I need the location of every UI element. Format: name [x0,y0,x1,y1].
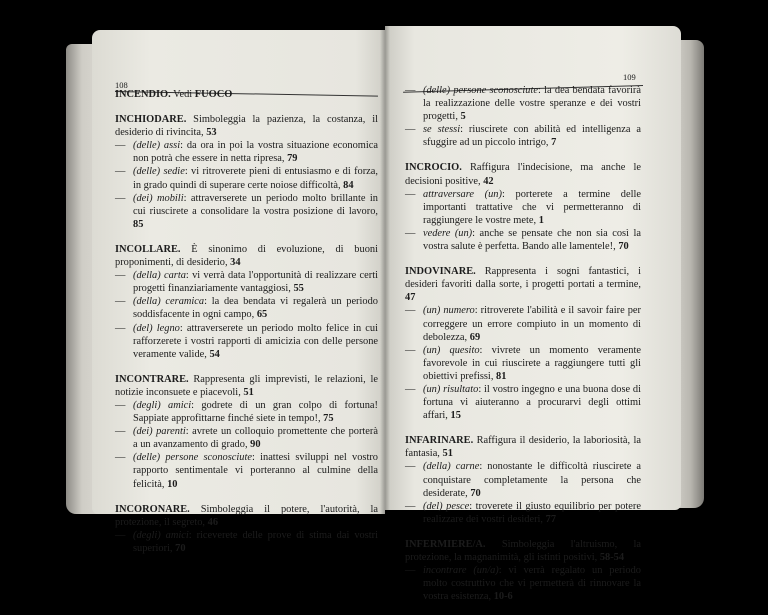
sub-entry-keyword: (un) risultato [423,383,479,395]
entry-definition: Vedi [173,89,193,100]
sub-entry-keyword: (degli) amici [133,399,192,411]
sub-entry [405,500,641,526]
entry-head [115,503,378,529]
sub-entry-number: 7 [551,137,557,149]
sub-entry-text: : anche se pensate che non sia così la vostra salute è perfetta. Bando alle lamentele!, [423,227,641,253]
sub-entry [405,84,641,123]
sub-entry-text: : godrete di un gran colpo di fortuna! Sappiate approfittarne finché siete in tempo!, [133,399,378,425]
sub-entry-text: : il vostro ingegno e una buona dose di fortuna vi aiuteranno a procurarvi degli ottimi affari, [423,383,641,422]
entry-headword: INCONTRARE. [115,373,189,385]
entry-headword: INDOVINARE. [405,266,476,278]
sub-entry-text: : la dea bendata vi regalerà un periodo soddisfacente in ogni campo, [133,296,378,321]
sub-entry-list [115,269,378,361]
dictionary-entry [115,88,378,101]
sub-entry-keyword: incontrare (un/a) [423,565,499,577]
sub-entry-keyword: (delle) sedie [133,166,185,178]
entry-headword: INCENDIO. [115,89,171,100]
sub-entry-number: 65 [256,309,268,321]
entry-definition: Raffigura il desiderio, la laboriosità, la fantasia, [405,435,641,460]
entry-number: 46 [207,516,219,528]
dictionary-entry [405,538,641,603]
sub-entry-number: 79 [287,153,298,165]
sub-entry [115,269,378,295]
sub-entry-keyword: (delle) assi [133,140,181,152]
sub-entry-keyword: (della) ceramica [133,296,205,308]
sub-entry [115,192,378,231]
sub-entry-number: 54 [209,348,220,360]
sub-entry-list [405,84,641,149]
sub-entry-list [405,564,641,603]
entry-number: 53 [206,127,217,139]
entry-headword: INFERMIERE/A. [405,538,486,550]
sub-entry-list [115,139,378,231]
sub-entry-text: : da ora in poi la vostra situazione economica non potrà che essere in netta ripresa, [133,140,378,165]
sub-entry-text: : riceverete delle prove di stima dai vostri superiori, [133,529,378,554]
sub-entry-keyword: (un) quesito [423,344,480,356]
sub-entry-text: : attraverserete un periodo molto brillante in cui riuscirete a consolidare la vostra posizione di lavoro, [133,192,378,217]
dictionary-entry [405,161,641,253]
entry-number: 58-54 [599,552,625,563]
sub-entry-number: 70 [618,241,629,253]
sub-entry-text: : vivrete un momento veramente favorevole in cui riuscirete a raggiungere tutti gli obiettivi prefissi, [423,344,641,382]
sub-entry-list [115,529,378,555]
entry-head [115,373,378,399]
entry-definition: Rappresenta gli imprevisti, le relazioni, le notizie inconsuete e piacevoli, [115,373,378,398]
page-number: 108 [115,80,128,90]
entry-number: 51 [243,386,254,398]
entry-number: 51 [442,448,453,460]
sub-entry-number: 70 [470,487,481,499]
entry-number: 42 [483,175,494,187]
sub-entry-keyword: se stessi [423,124,461,136]
dictionary-entry [405,265,641,422]
sub-entry-text: : avrete un colloquio promettente che porterà a un avanzamento di grado, [133,426,378,451]
sub-entry [405,460,641,499]
sub-entry [115,399,378,425]
sub-entry-list [115,399,378,491]
entry-head [405,434,641,460]
entry-definition: Simboleggia l'altruismo, la protezione, la magnanimità, gli istinti positivi, [405,538,641,563]
sub-entry-text: : porterete a termine delle importanti trattative che vi permetteranno di raggiungere le vostre mete, [423,188,641,226]
sub-entry-list [405,304,641,422]
sub-entry-text: : ritroverete l'abilità e il savoir faire per correggere un errore compiuto in un momento di debolezza, [423,305,641,343]
entry-headword: INCOLLARE. [115,243,181,255]
sub-entry-number: 75 [323,413,334,425]
sub-entry [115,322,378,361]
sub-entry-keyword: (delle) persone sconosciute [423,85,538,96]
dictionary-entry [115,113,378,231]
entry-head [115,243,378,269]
sub-entry-keyword: (dei) parenti [133,426,186,438]
sub-entry-number: 1 [538,214,544,226]
entry-head [405,538,641,564]
sub-entry-number: 70 [175,542,186,554]
entry-head [115,88,378,101]
sub-entry-text: : nonostante le difficoltà riuscirete a conquistare completamente la persona che desiderate, [423,461,641,499]
sub-entry-number: 69 [469,331,481,343]
sub-entry [405,123,641,149]
sub-entry-keyword: (del) pesce [423,500,470,512]
sub-entry [405,188,641,227]
sub-entry-text: : riuscirete con abilità ed intelligenza a sfuggire ad un piccolo intrigo, [423,124,641,149]
dictionary-entry [115,373,378,491]
sub-entry-text: : vi ritroverete pieni di entusiasmo e di forza, in grado quindi di superare certe noiose difficoltà, [133,166,379,191]
sub-entry-text: : la dea bendata favorirà la realizzazione delle vostre speranze e dei vostri progetti, [423,85,641,123]
sub-entry-list [405,188,641,253]
book-gutter [380,26,390,514]
sub-entry [115,165,378,191]
sub-entry-number: 85 [133,218,144,230]
sub-entry-keyword: (del) legno [133,322,180,334]
page-number: 109 [623,72,636,82]
sub-entry-keyword: vedere (un) [423,227,473,239]
sub-entry-text: : inattesi sviluppi nel vostro rapporto sentimentale vi porteranno al culmine della felicità, [133,452,379,490]
sub-entry [115,529,378,555]
sub-entry-keyword: (un) numero [423,305,475,317]
sub-entry-keyword: (della) carta [133,270,186,282]
entry-headword: INCROCIO. [405,162,462,174]
entry-definition: Raffigura l'indecisione, ma anche le decisioni positive, [405,162,641,187]
sub-entry-text: : vi verrà regalato un periodo molto costruttivo che vi permetterà di rinnovare la vostra esistenza, [423,565,641,603]
sub-entry [405,304,641,343]
sub-entry [405,383,641,422]
sub-entry-keyword: (delle) persone sconosciute [133,452,252,464]
entry-headword: INCORONARE. [115,503,190,515]
sub-entry-number: 10-6 [493,591,513,603]
right-page [385,26,681,603]
sub-entry-text: : vi verrà data l'opportunità di realizzare certi progetti finanziariamente vantaggiosi, [133,270,378,295]
dictionary-entry [405,434,641,526]
entry-number: FUOCO [194,89,233,100]
entry-definition: Rappresenta i sogni fantastici, i desideri favoriti dalla sorte, i progetti portati a termine, [405,266,641,291]
sub-entry-number: 5 [460,111,466,123]
sub-entry-text: : troverete il giusto equilibrio per potere realizzare dei vostri desideri, [423,500,641,525]
entry-headword: INFARINARE. [405,435,474,447]
dictionary-entry [115,243,378,361]
entry-headword: INCHIODARE. [115,114,187,126]
page-text [115,88,378,567]
continued-entry [405,84,641,149]
sub-entry-number: 81 [496,370,507,382]
entry-number: 34 [230,257,241,269]
sub-entry-number: 55 [293,283,304,295]
sub-entry [405,344,641,383]
entry-definition: Simboleggia il potere, l'autorità, la protezione, il segreto, [115,503,378,528]
entry-number: 47 [405,292,416,304]
sub-entry-number: 90 [250,439,261,451]
sub-entry [405,227,641,253]
sub-entry-keyword: (della) carne [423,461,480,473]
sub-entry [115,139,378,165]
entry-head [405,265,641,304]
sub-entry [115,295,378,321]
sub-entry-number: 77 [545,513,557,525]
entry-head [405,161,641,187]
sub-entry [405,564,641,603]
sub-entry-keyword: attraversare (un) [423,188,502,200]
sub-entry-list [405,460,641,525]
sub-entry [115,451,378,490]
entry-definition: È sinonimo di evoluzione, di buoni proponimenti, di desiderio, [115,243,378,269]
sub-entry-number: 15 [450,410,461,422]
entry-definition: Simboleggia la pazienza, la costanza, il desiderio di rivincita, [115,114,378,139]
sub-entry-number: 10 [167,478,178,490]
sub-entry-number: 84 [343,179,354,191]
sub-entry-text: : attraverserete un periodo molto felice in cui rafforzerete i vostri rapporti di amicizia con delle persone veramente valide, [133,322,379,360]
sub-entry-keyword: (degli) amici [133,529,189,541]
entry-head [115,113,378,139]
sub-entry-keyword: (dei) mobili [133,192,184,204]
sub-entry [115,425,378,451]
dictionary-entry [115,503,378,555]
left-page [92,30,385,554]
page-text [405,84,641,615]
